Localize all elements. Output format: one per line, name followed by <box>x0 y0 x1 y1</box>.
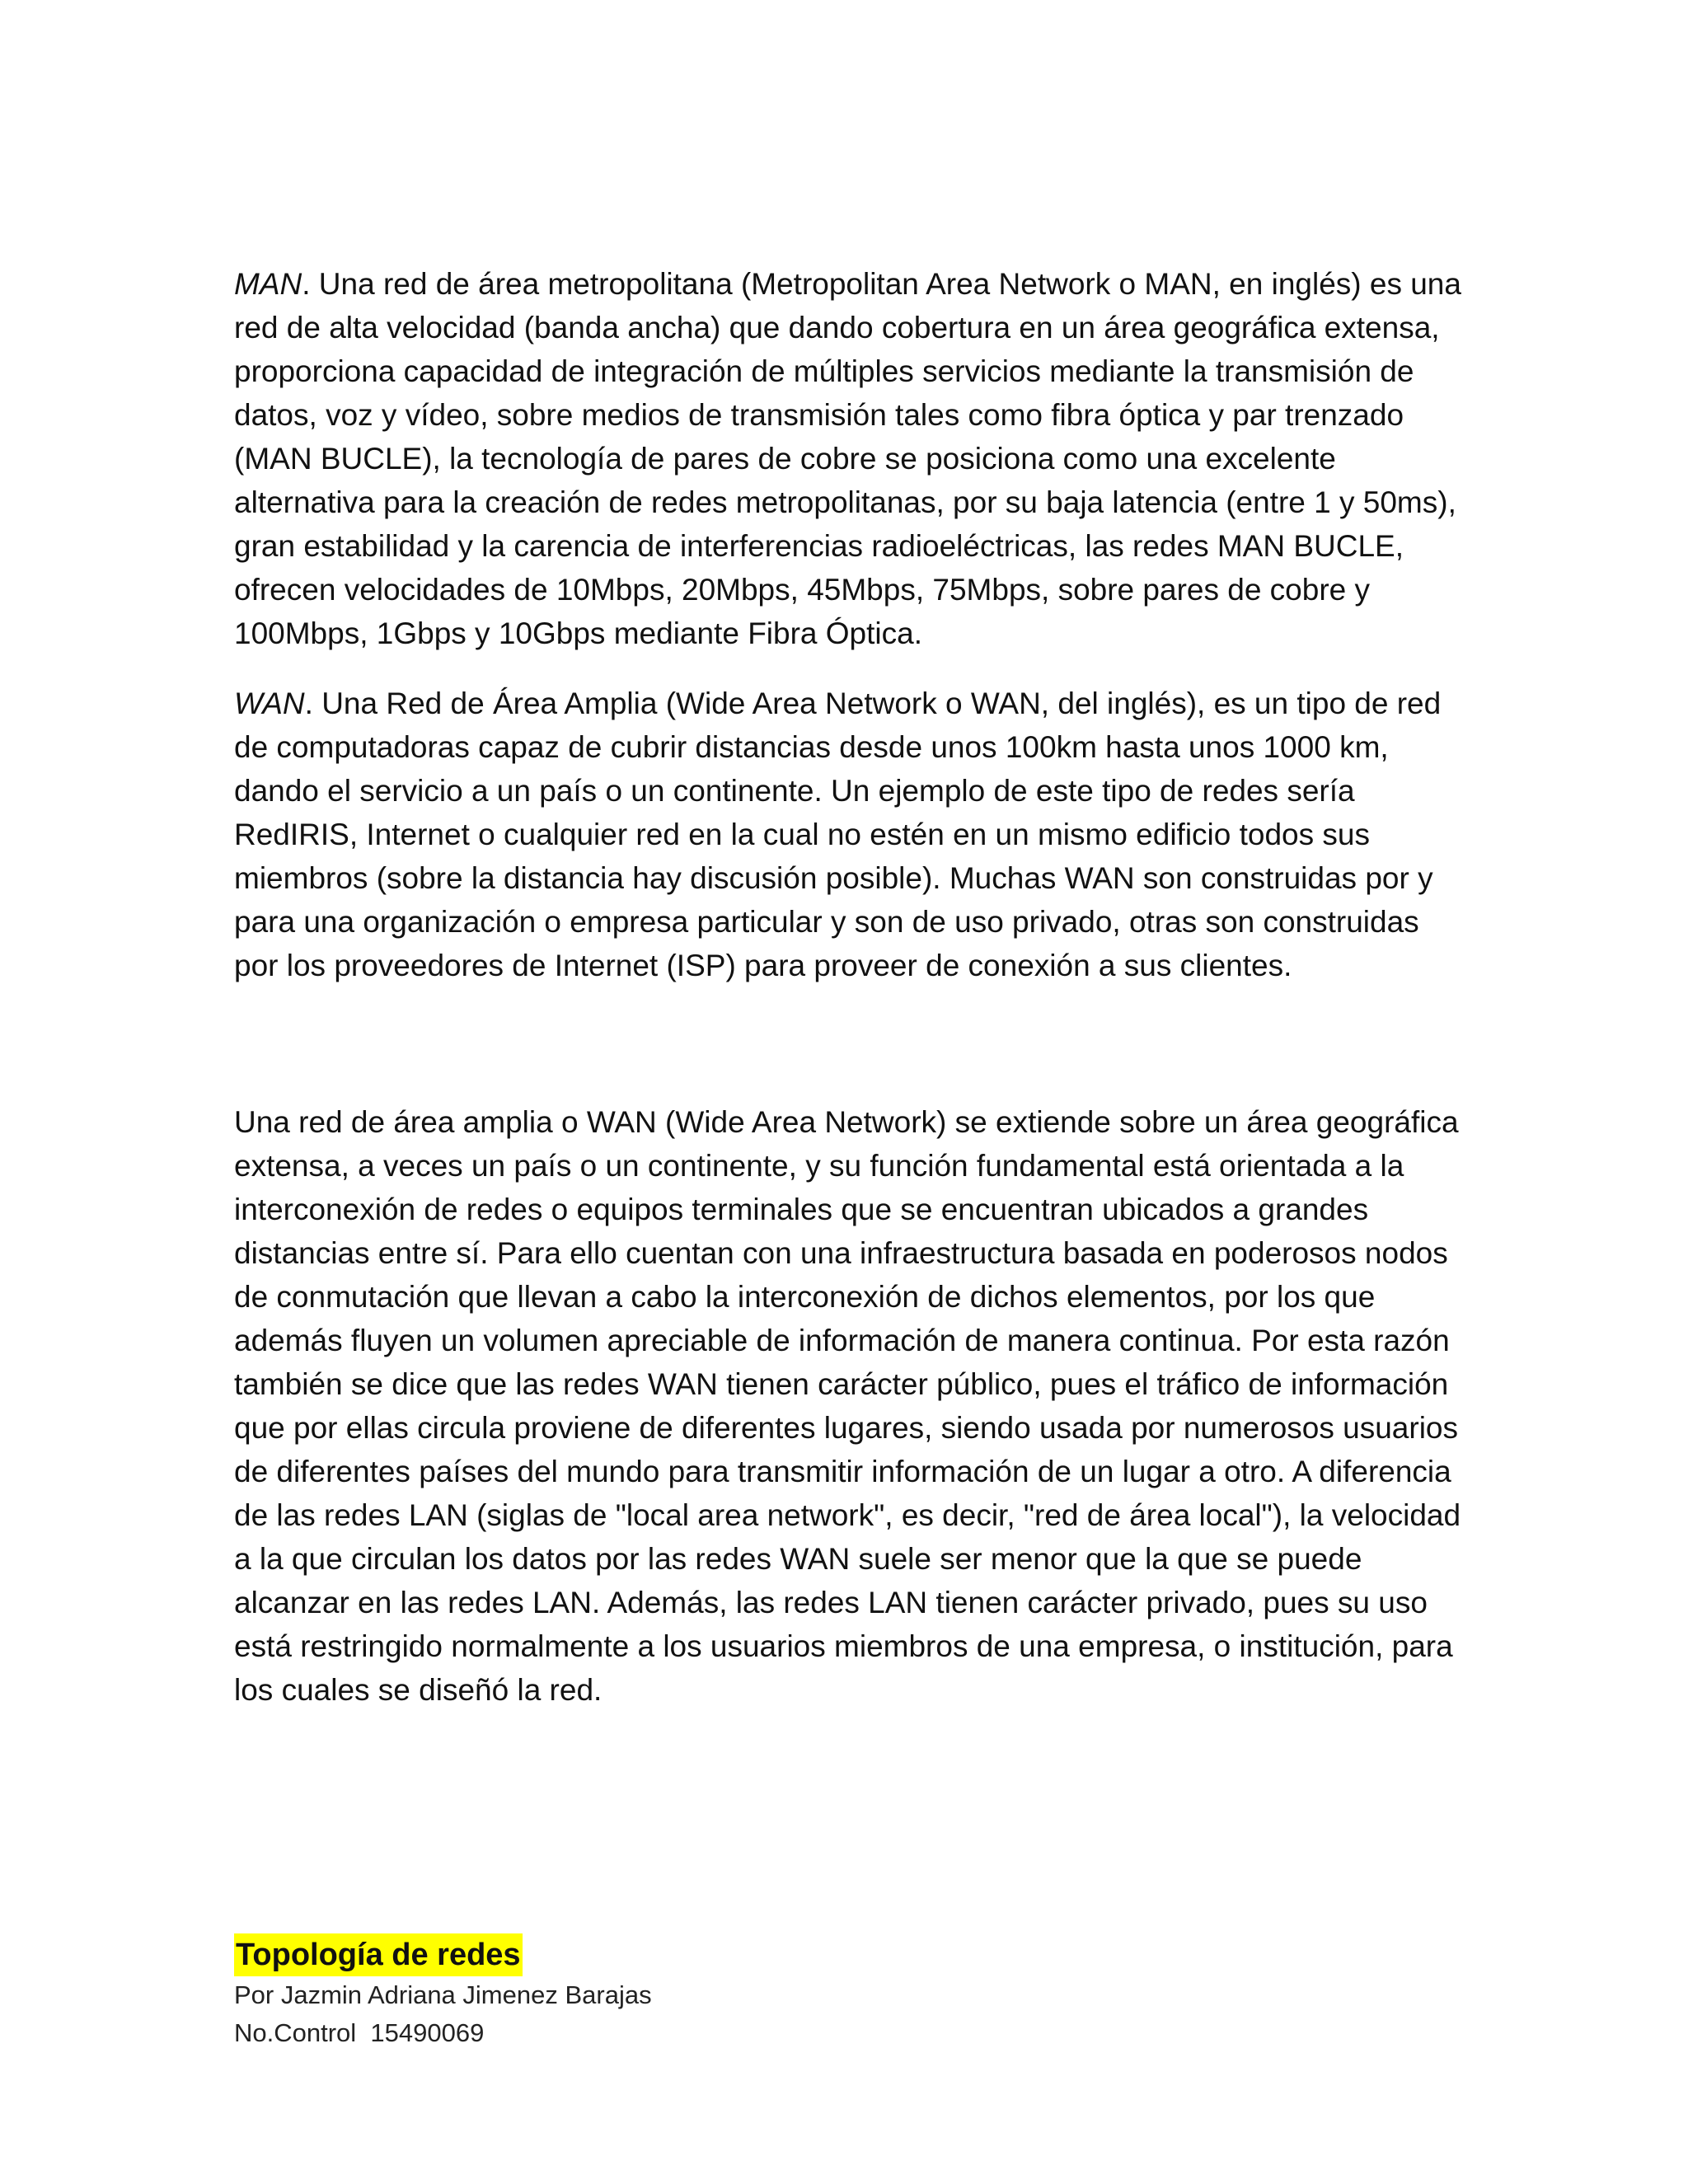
man-term: MAN <box>234 267 302 301</box>
wan-detail-paragraph <box>234 1100 1470 1712</box>
control-number-line: No.Control 15490069 <box>234 2018 485 2047</box>
document-body <box>234 262 1470 1712</box>
man-definition: . Una red de área metropolitana (Metropolitan Area Network o MAN, en inglés) es una red de alta velocidad (banda ancha) que dando cobertura en un área geográfica extensa, proporciona capacidad de integración de múltiples servicios mediante la transmisión de datos, voz y vídeo, sobre medios de transmisión tales como fibra óptica y par trenzado (MAN BUCLE), la tecnología de pares de cobre se posiciona como una excelente alternativa para la creación de redes metropolitanas, por su baja latencia (entre 1 y 50ms), gran estabilidad y la carencia de interferencias radioeléctricas, las redes MAN BUCLE, ofrecen velocidades de 10Mbps, 20Mbps, 45Mbps, 75Mbps, sobre pares de cobre y 100Mbps, 1Gbps y 10Gbps mediante Fibra Óptica. <box>234 267 1461 650</box>
man-paragraph <box>234 262 1470 655</box>
wan-paragraph <box>234 682 1470 987</box>
author-line: Por Jazmin Adriana Jimenez Barajas <box>234 1980 652 2009</box>
wan-detail-text: Una red de área amplia o WAN (Wide Area Network) se extiende sobre un área geográfica extensa, a veces un país o un continente, y su función fundamental está orientada a la interconexión de redes o equipos terminales que se encuentran ubicados a grandes distancias entre sí. Para ello cuentan con una infraestructura basada en poderosos nodos de conmutación que llevan a cabo la interconexión de dichos elementos, por los que además fluyen un volumen apreciable de información de manera continua. Por esta razón también se dice que las redes WAN tienen carácter público, pues el tráfico de información que por ellas circula proviene de diferentes lugares, siendo usada por numerosos usuarios de diferentes países del mundo para transmitir información de un lugar a otro. A diferencia de las redes LAN (siglas de "local area network", es decir, "red de área local"), la velocidad a la que circulan los datos por las redes WAN suele ser menor que la que se puede alcanzar en las redes LAN. Además, las redes LAN tienen carácter privado, pues su uso está restringido normalmente a los usuarios miembros de una empresa, o institución, para los cuales se diseñó la red. <box>234 1105 1461 1707</box>
wan-term: WAN <box>234 687 305 720</box>
wan-definition: . Una Red de Área Amplia (Wide Area Network o WAN, del inglés), es un tipo de red de computadoras capaz de cubrir distancias desde unos 100km hasta unos 1000 km, dando el servicio a un país o un continente. Un ejemplo de este tipo de redes sería RedIRIS, Internet o cualquier red en la cual no estén en un mismo edificio todos sus miembros (sobre la distancia hay discusión posible). Muchas WAN son construidas por y para una organización o empresa particular y son de uso privado, otras son construidas por los proveedores de Internet (ISP) para proveer de conexión a sus clientes. <box>234 687 1442 982</box>
topic-heading: Topología de redes <box>234 1933 523 1976</box>
footer-block <box>234 1933 652 2052</box>
